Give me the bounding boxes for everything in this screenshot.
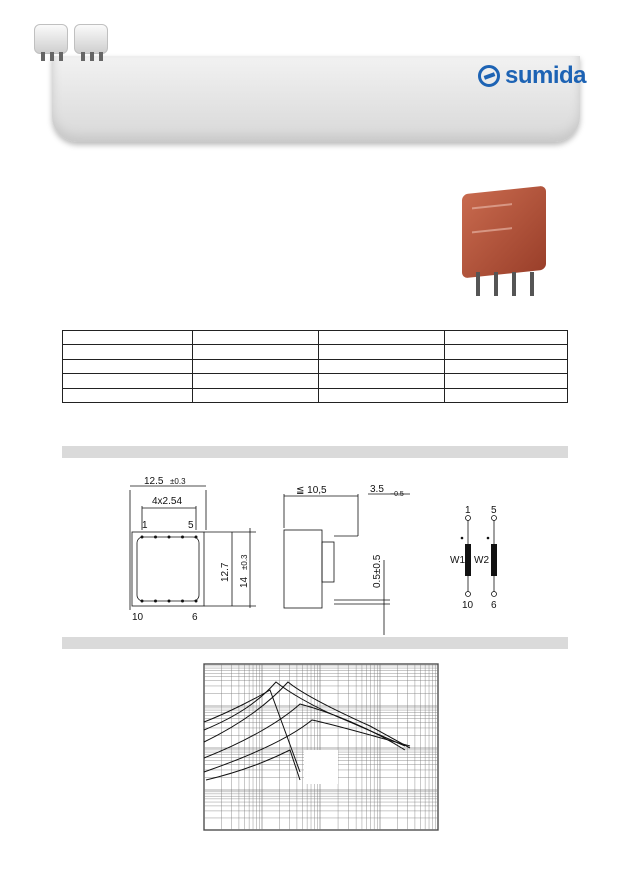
dim-pitch: 4x2.54 [152, 496, 183, 507]
sumida-logo-icon [478, 65, 500, 87]
dim-full-height-tol: ±0.3 [240, 554, 249, 570]
dim-height: 12.7 [220, 562, 231, 582]
schematic-pin-6: 6 [491, 600, 497, 611]
winding-w2 [491, 544, 497, 576]
winding-w1-label: W1 [450, 555, 465, 566]
page-header [40, 10, 592, 138]
graph-blank-area [304, 750, 338, 784]
dim-lead-length: 3.5 [370, 484, 384, 495]
dimension-drawing [120, 470, 540, 640]
product-thumbnail-2 [74, 24, 108, 54]
dim-lead-length-tol: −0.5 [390, 491, 404, 498]
pin-label-10: 10 [132, 612, 144, 623]
pin-label-6: 6 [192, 612, 198, 623]
pin-dots [141, 536, 198, 603]
table-row [63, 359, 568, 373]
schematic-pin-1: 1 [465, 505, 471, 516]
top-view-outline [132, 532, 204, 606]
table-row [63, 345, 568, 359]
table-row [63, 374, 568, 388]
sumida-logo [478, 62, 586, 90]
characteristic-graph [200, 660, 440, 832]
dim-top-width: 12.5 [144, 476, 164, 487]
pin-label-1: 1 [142, 520, 148, 531]
dim-depth: ≦ 10,5 [296, 485, 327, 496]
dim-top-width-tol: ±0.3 [170, 477, 186, 486]
product-photo [458, 190, 550, 302]
schematic-pin-5: 5 [491, 505, 497, 516]
brand-name: sumida [504, 62, 586, 89]
table-row [63, 388, 568, 402]
component-body [462, 186, 546, 279]
spec-table [62, 330, 568, 403]
schematic-pin-10: 10 [462, 600, 474, 611]
dim-lead-diameter: 0.5±0.5 [372, 554, 383, 588]
section-bar-dimensions [62, 446, 568, 458]
pin-label-5: 5 [188, 520, 194, 531]
product-thumbnail-1 [34, 24, 68, 54]
table-row [63, 331, 568, 345]
dim-full-height: 14 [239, 576, 250, 588]
winding-w2-label: W2 [474, 555, 489, 566]
section-bar-characteristics [62, 637, 568, 649]
winding-w1 [465, 544, 471, 576]
